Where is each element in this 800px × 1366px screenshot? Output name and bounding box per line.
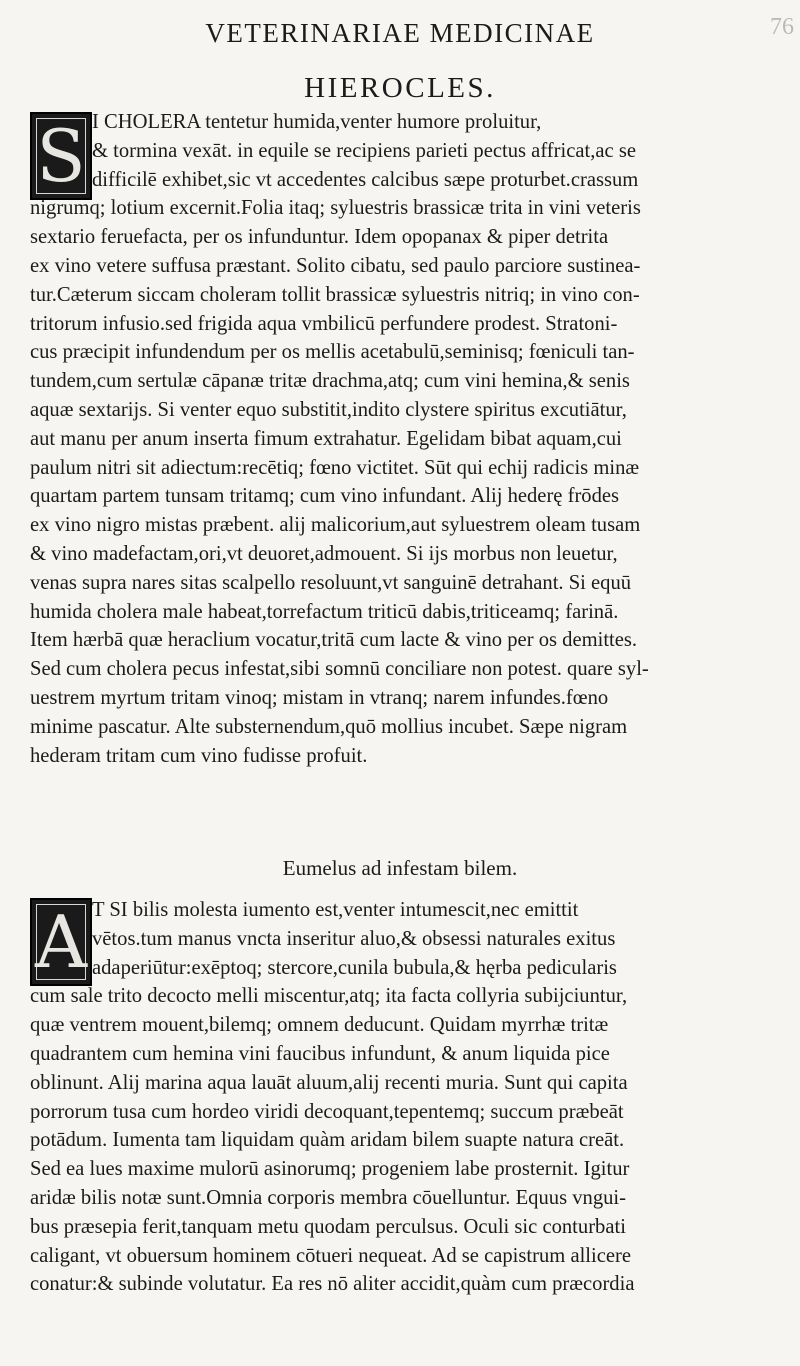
running-title: VETERINARIAE MEDICINAE <box>205 18 595 48</box>
text-line: bus præsepia ferit,tanquam metu quodam perculsus. Oculi sic conturbati <box>30 1215 626 1238</box>
paragraph-eumelus <box>30 896 772 1299</box>
text-line: ex vino vetere suffusa præstant. Solito cibatu, sed paulo parciore sustinea- <box>30 254 641 277</box>
text-line: Sed cum cholera pecus infestat,sibi somnū conciliare non potest. quare syl- <box>30 658 649 681</box>
section-title: HIEROCLES. <box>304 72 496 104</box>
text-line: paulum nitri sit adiectum:recētiq; fœno victitet. Sūt qui echij radicis minæ <box>30 456 640 479</box>
text-line: Item hærbā quæ heraclium vocatur,tritā cum lacte & vino per os demittes. <box>30 629 638 652</box>
text-line: T SI bilis molesta iumento est,venter intumescit,nec emittit <box>92 899 579 921</box>
text-line: venas supra nares sitas scalpello resoluunt,vt sanguinē detrahant. Si equū <box>30 571 632 594</box>
text-line: vētos.tum manus vncta inseritur aluo,& obsessi naturales exitus <box>92 927 616 950</box>
paragraph-hierocles <box>30 108 772 770</box>
text-line: cum sale trito decocto melli miscentur,atq; ita facta collyria subijciuntur, <box>30 985 628 1008</box>
text-line: tundem,cum sertulæ cāpanæ tritæ drachma,atq; cum vini hemina,& senis <box>30 370 630 393</box>
text-line: nigrumq; lotium excernit.Folia itaq; syluestris brassicæ trita in vini veteris <box>30 197 641 220</box>
text-line: oblinunt. Alij marina aqua lauāt aluum,alij recenti muria. Sunt qui capita <box>30 1071 628 1094</box>
folio-number: 76 <box>770 14 794 40</box>
text-line: humida cholera male habeat,torrefactum triticū dabis,triticeamq; farinā. <box>30 600 619 623</box>
text-line: porrorum tusa cum hordeo viridi decoquant,tepentemq; succum præbeāt <box>30 1100 624 1123</box>
paragraph-heading: Eumelus ad infestam bilem. <box>282 856 518 880</box>
text-line: difficilē exhibet,sic vt accedentes calcibus sæpe proturbet.crassum <box>92 168 639 191</box>
text-line: minime pascatur. Alte substernendum,quō mollius incubet. Sæpe nigram <box>30 715 628 738</box>
text-line: conatur:& subinde volutatur. Ea res nō aliter accidit,quàm cum præcordia <box>30 1273 635 1296</box>
text-line: hederam tritam cum vino fudisse profuit. <box>30 744 368 767</box>
text-line: Sed ea lues maxime mulorū asinorumq; progeniem labe prosternit. Igitur <box>30 1158 630 1181</box>
text-line: quadrantem cum hemina vini faucibus infundunt, & anum liquida pice <box>30 1042 610 1065</box>
text-line: caligant, vt obuersum hominem cōtueri nequeat. Ad se capistrum allicere <box>30 1244 632 1267</box>
text-line: ex vino nigro mistas præbent. alij malicorium,aut syluestrem oleam tusam <box>30 514 641 537</box>
text-line: tritorum infusio.sed frigida aqua vmbilicū perfundere prodest. Stratoni- <box>30 312 618 335</box>
text-line: & vino madefactam,ori,vt deuoret,admouent. Si ijs morbus non leuetur, <box>30 542 618 565</box>
text-line: aquæ sextarijs. Si venter equo substitit,indito clystere spiritus excutiātur, <box>30 398 627 421</box>
text-line: tur.Cæterum siccam choleram tollit brassicæ syluestris nitriq; in vino con- <box>30 283 640 306</box>
initial-letter: S <box>36 114 86 198</box>
text-line: aridæ bilis notæ sunt.Omnia corporis membra cōuelluntur. Equus vngui- <box>30 1186 627 1209</box>
text-line: potādum. Iumenta tam liquidam quàm aridam bilem suapte natura creāt. <box>30 1129 625 1152</box>
text-line: aut manu per anum inserta fimum extrahatur. Egelidam bibat aquam,cui <box>30 427 622 450</box>
text-line: I CHOLERA tentetur humida,venter humore proluitur, <box>92 111 542 133</box>
text-line: & tormina vexāt. in equile se recipiens parieti pectus affricat,ac se <box>92 139 636 162</box>
text-line: quartam partem tunsam tritamq; cum vino infundant. Alij hederę frōdes <box>30 485 620 508</box>
text-line: quæ ventrem mouent,bilemq; omnem deducunt. Quidam myrrhæ tritæ <box>30 1014 609 1037</box>
initial-letter: A <box>35 900 87 984</box>
text-line: uestrem myrtum tritam vinoq; mistam in vtranq; narem infundes.fœno <box>30 686 609 709</box>
text-line: adaperiūtur:exēptoq; stercore,cunila bubula,& hęrba pedicularis <box>92 956 617 979</box>
text-line: cus præcipit infundendum per os mellis acetabulū,seminisq; fœniculi tan- <box>30 341 635 364</box>
text-line: sextario feruefacta, per os infunduntur. Idem opopanax & piper detrita <box>30 226 609 249</box>
